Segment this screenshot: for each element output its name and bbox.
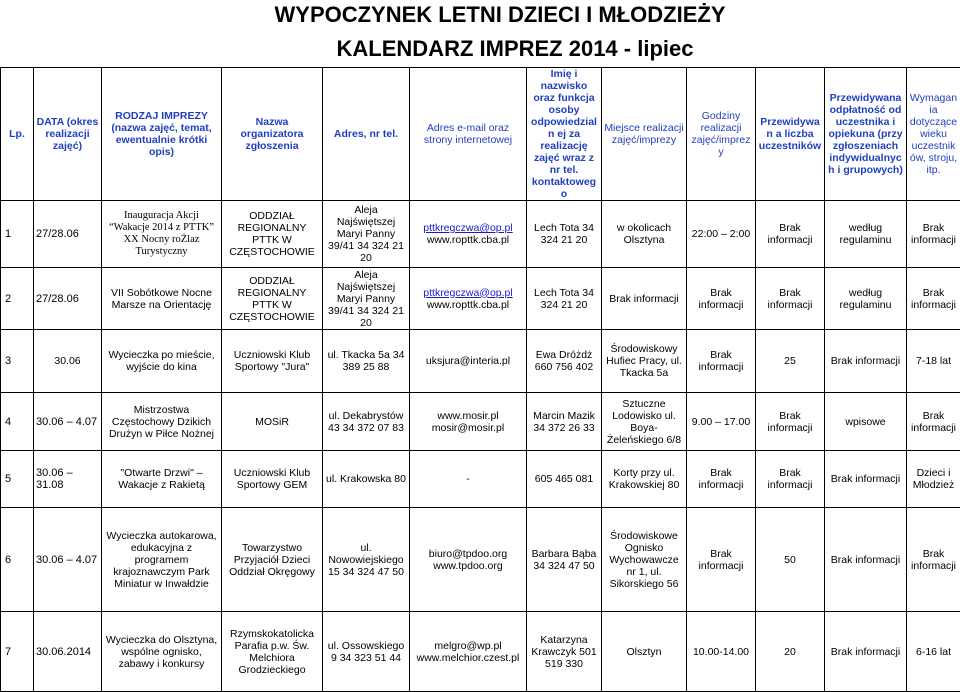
cell-kind: Inauguracja Akcji “Wakacje 2014 z PTTK” XX Nocny roŻlaz Turystyczny bbox=[102, 201, 222, 268]
cell-person: Barbara Bąba 34 324 47 50 bbox=[527, 508, 602, 612]
cell-person: Ewa Dróżdż 660 756 402 bbox=[527, 330, 602, 393]
cell-date: 30.06 – 31.08 bbox=[34, 451, 102, 508]
cell-req: Brak informacji bbox=[907, 268, 960, 330]
cell-req: 6-16 lat bbox=[907, 612, 960, 692]
table-row bbox=[1, 393, 960, 451]
cell-fee: Brak informacji bbox=[825, 612, 907, 692]
cell-date: 27/28.06 bbox=[34, 201, 102, 268]
cell-person: Marcin Mazik 34 372 26 33 bbox=[527, 393, 602, 451]
cell-lp: 3 bbox=[1, 330, 34, 393]
cell-place: Brak informacji bbox=[602, 268, 687, 330]
cell-count: Brak informacji bbox=[756, 393, 825, 451]
cell-web bbox=[410, 201, 527, 268]
cell-fee: według regulaminu bbox=[825, 201, 907, 268]
cell-lp: 5 bbox=[1, 451, 34, 508]
table-row bbox=[1, 508, 960, 612]
cell-hours: Brak informacji bbox=[687, 508, 756, 612]
cell-org: Rzymskokatolicka Parafia p.w. Św. Melchiora Grodzieckiego bbox=[222, 612, 323, 692]
header-row bbox=[1, 68, 960, 201]
cell-fee: Brak informacji bbox=[825, 451, 907, 508]
web-text: www.melchior.czest.pl bbox=[417, 652, 520, 664]
header-fee: Przewidywana odpłatność od uczestnika i opiekuna (przy zgłoszeniach indywidualnyc h i grupowych) bbox=[825, 68, 907, 201]
cell-place: Korty przy ul. Krakowskiej 80 bbox=[602, 451, 687, 508]
header-lp: Lp. bbox=[1, 68, 34, 201]
cell-place: Środowiskowe Ognisko Wychowawcze nr 1, ul. Sikorskiego 56 bbox=[602, 508, 687, 612]
header-place: Miejsce realizacji zajęć/imprezy bbox=[602, 68, 687, 201]
web-text: www.ropttk.cba.pl bbox=[427, 299, 509, 311]
cell-place: w okolicach Olsztyna bbox=[602, 201, 687, 268]
cell-lp: 7 bbox=[1, 612, 34, 692]
cell-count: 50 bbox=[756, 508, 825, 612]
cell-org: Uczniowski Klub Sportowy "Jura" bbox=[222, 330, 323, 393]
cell-req: Brak informacji bbox=[907, 393, 960, 451]
cell-hours: 9.00 – 17.00 bbox=[687, 393, 756, 451]
cell-address: ul. Nowowiejskiego 15 34 324 47 50 bbox=[323, 508, 410, 612]
cell-fee: Brak informacji bbox=[825, 508, 907, 612]
cell-kind: Mistrzostwa Częstochowy Dzikich Drużyn w Piłce Nożnej bbox=[102, 393, 222, 451]
web-text: www.mosir.pl bbox=[437, 410, 498, 422]
header-kind: RODZAJ IMPREZY (nazwa zajęć, temat, ewentualnie krótki opis) bbox=[102, 68, 222, 201]
cell-date: 30.06 – 4.07 bbox=[34, 508, 102, 612]
cell-web bbox=[410, 268, 527, 330]
cell-count: 20 bbox=[756, 612, 825, 692]
cell-place: Środowiskowy Hufiec Pracy, ul. Tkacka 5a bbox=[602, 330, 687, 393]
cell-kind: Wycieczka do Olsztyna, wspólne ognisko, zabawy i konkursy bbox=[102, 612, 222, 692]
header-person: Imię i nazwisko oraz funkcja osoby odpowiedzialn ej za realizację zajęć wraz z nr tel. kontaktowego bbox=[527, 68, 602, 201]
cell-address: ul. Dekabrystów 43 34 372 07 83 bbox=[323, 393, 410, 451]
table-row bbox=[1, 330, 960, 393]
cell-person: Lech Tota 34 324 21 20 bbox=[527, 268, 602, 330]
cell-lp: 2 bbox=[1, 268, 34, 330]
header-org: Nazwa organizatora zgłoszenia bbox=[222, 68, 323, 201]
email-text: mosir@mosir.pl bbox=[432, 422, 505, 434]
cell-req: Brak informacji bbox=[907, 201, 960, 268]
cell-person: Katarzyna Krawczyk 501 519 330 bbox=[527, 612, 602, 692]
cell-web: - bbox=[410, 451, 527, 508]
cell-person: 605 465 081 bbox=[527, 451, 602, 508]
cell-web bbox=[410, 330, 527, 393]
cell-fee: według regulaminu bbox=[825, 268, 907, 330]
email-text: melgro@wp.pl bbox=[434, 640, 501, 652]
cell-hours: 10.00-14.00 bbox=[687, 612, 756, 692]
email-text: uksjura@interia.pl bbox=[426, 355, 510, 367]
cell-date: 30.06 – 4.07 bbox=[34, 393, 102, 451]
web-text: www.ropttk.cba.pl bbox=[427, 234, 509, 246]
cell-address: Aleja Najświętszej Maryi Panny 39/41 34 324 21 20 bbox=[323, 268, 410, 330]
cell-lp: 1 bbox=[1, 201, 34, 268]
cell-kind: VII Sobótkowe Nocne Marsze na Orientację bbox=[102, 268, 222, 330]
cell-req: 7-18 lat bbox=[907, 330, 960, 393]
cell-org: ODDZIAŁ REGIONALNY PTTK W CZĘSTOCHOWIE bbox=[222, 201, 323, 268]
header-date: DATA (okres realizacji zajęć) bbox=[34, 68, 102, 201]
cell-address: Aleja Najświętszej Maryi Panny 39/41 34 324 21 20 bbox=[323, 201, 410, 268]
events-table bbox=[0, 67, 960, 692]
cell-org: ODDZIAŁ REGIONALNY PTTK W CZĘSTOCHOWIE bbox=[222, 268, 323, 330]
header-req: Wymagania dotyczące wieku uczestników, stroju, itp. bbox=[907, 68, 960, 201]
page-title: WYPOCZYNEK LETNI DZIECI I MŁODZIEŻY bbox=[0, 0, 960, 30]
cell-address: ul. Ossowskiego 9 34 323 51 44 bbox=[323, 612, 410, 692]
cell-fee: Brak informacji bbox=[825, 330, 907, 393]
cell-fee: wpisowe bbox=[825, 393, 907, 451]
cell-hours: Brak informacji bbox=[687, 451, 756, 508]
cell-place: Olsztyn bbox=[602, 612, 687, 692]
cell-org: Uczniowski Klub Sportowy GEM bbox=[222, 451, 323, 508]
cell-hours: Brak informacji bbox=[687, 330, 756, 393]
cell-count: Brak informacji bbox=[756, 451, 825, 508]
cell-org: MOSiR bbox=[222, 393, 323, 451]
cell-address: ul. Krakowska 80 bbox=[323, 451, 410, 508]
cell-kind: "Otwarte Drzwi" – Wakacje z Rakietą bbox=[102, 451, 222, 508]
email-link[interactable]: pttkregczwa@op.pl bbox=[423, 287, 512, 299]
cell-count: Brak informacji bbox=[756, 201, 825, 268]
cell-address: ul. Tkacka 5a 34 389 25 88 bbox=[323, 330, 410, 393]
table-row bbox=[1, 612, 960, 692]
cell-kind: Wycieczka autokarowa, edukacyjna z programem krajoznawczym Park Miniatur w Inwałdzie bbox=[102, 508, 222, 612]
cell-date: 30.06 bbox=[34, 330, 102, 393]
header-web: Adres e-mail oraz strony internetowej bbox=[410, 68, 527, 201]
cell-kind: Wycieczka po mieście, wyjście do kina bbox=[102, 330, 222, 393]
cell-hours: 22:00 – 2:00 bbox=[687, 201, 756, 268]
cell-lp: 6 bbox=[1, 508, 34, 612]
cell-person: Lech Tota 34 324 21 20 bbox=[527, 201, 602, 268]
cell-place: Sztuczne Lodowisko ul. Boya-Żeleńskiego 6/8 bbox=[602, 393, 687, 451]
table-row bbox=[1, 201, 960, 268]
cell-web bbox=[410, 612, 527, 692]
cell-web bbox=[410, 508, 527, 612]
table-row bbox=[1, 451, 960, 508]
cell-req: Dzieci i Młodzież bbox=[907, 451, 960, 508]
table-row bbox=[1, 268, 960, 330]
header-hours: Godziny realizacji zajęć/imprezy bbox=[687, 68, 756, 201]
cell-count: 25 bbox=[756, 330, 825, 393]
email-text: biuro@tpdoo.org bbox=[429, 548, 507, 560]
header-address: Adres, nr tel. bbox=[323, 68, 410, 201]
cell-date: 27/28.06 bbox=[34, 268, 102, 330]
cell-lp: 4 bbox=[1, 393, 34, 451]
cell-org: Towarzystwo Przyjaciół Dzieci Oddział Okręgowy bbox=[222, 508, 323, 612]
cell-web bbox=[410, 393, 527, 451]
cell-req: Brak informacji bbox=[907, 508, 960, 612]
page-subtitle: KALENDARZ IMPREZ 2014 - lipiec bbox=[0, 34, 960, 64]
cell-hours: Brak informacji bbox=[687, 268, 756, 330]
email-link[interactable]: pttkregczwa@op.pl bbox=[423, 222, 512, 234]
header-count: Przewidywan a liczba uczestników bbox=[756, 68, 825, 201]
web-text: www.tpdoo.org bbox=[433, 560, 502, 572]
cell-count: Brak informacji bbox=[756, 268, 825, 330]
cell-date: 30.06.2014 bbox=[34, 612, 102, 692]
